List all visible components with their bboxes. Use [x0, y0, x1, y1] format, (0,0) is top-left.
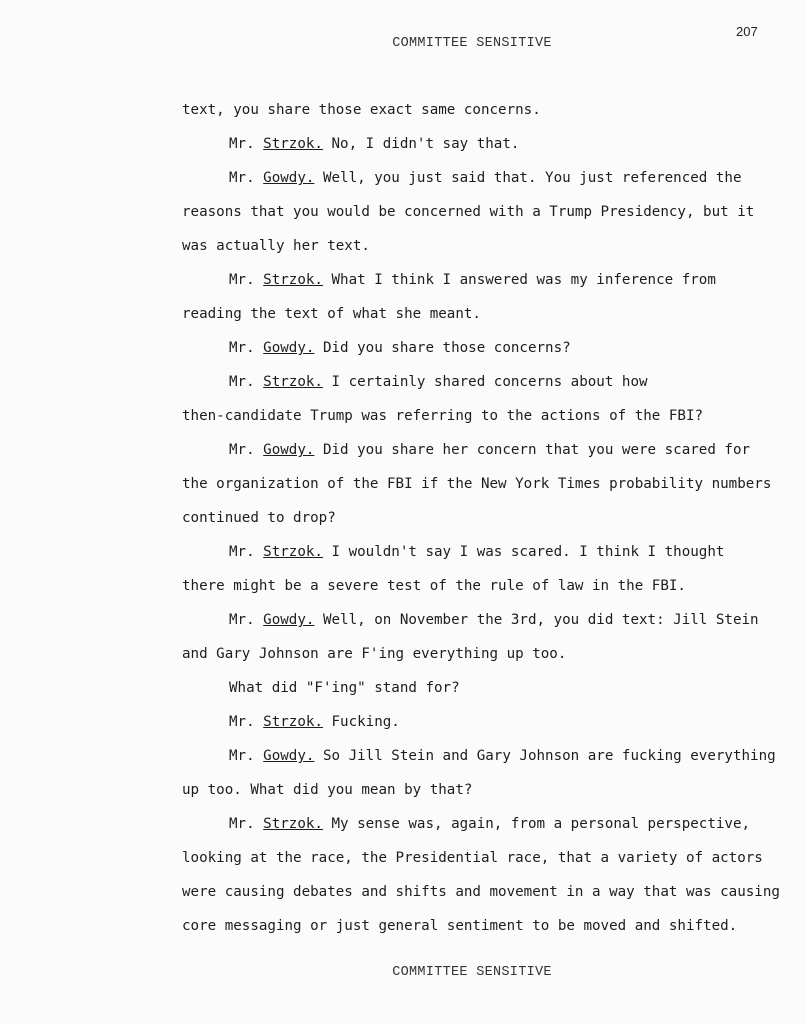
line-text: Fucking. — [322, 714, 400, 730]
speaker-title: Mr. — [229, 748, 264, 764]
transcript-line — [182, 841, 772, 875]
line-text: Well, on November the 3rd, you did text: Jill Stein — [314, 612, 759, 628]
transcript-line — [182, 909, 772, 943]
speaker-name: Strzok. — [263, 544, 323, 560]
line-text: was actually her text. — [182, 238, 370, 254]
transcript-line — [182, 603, 772, 637]
speaker-name: Strzok. — [263, 136, 323, 152]
transcript-line — [182, 501, 772, 535]
transcript-line — [182, 297, 772, 331]
speaker-name: Strzok. — [263, 714, 323, 730]
transcript-line — [182, 93, 772, 127]
line-text: up too. What did you mean by that? — [182, 782, 473, 798]
transcript-line — [182, 739, 776, 773]
speaker-name: Strzok. — [263, 816, 323, 832]
transcript-line — [182, 637, 772, 671]
speaker-title: Mr. — [229, 136, 264, 152]
line-text: then-candidate Trump was referring to the actions of the FBI? — [182, 408, 704, 424]
speaker-title: Mr. — [229, 374, 264, 390]
line-text: reasons that you would be concerned with a Trump Presidency, but it — [182, 204, 755, 220]
line-text: there might be a severe test of the rule of law in the FBI. — [182, 578, 686, 594]
transcript-line — [182, 127, 772, 161]
transcript-line — [182, 705, 772, 739]
transcript-line — [182, 195, 772, 229]
speaker-title: Mr. — [229, 442, 264, 458]
line-text: What I think I answered was my inference from — [322, 272, 716, 288]
speaker-name: Gowdy. — [263, 442, 315, 458]
transcript-line — [182, 875, 780, 909]
transcript-body — [182, 93, 780, 943]
speaker-title: Mr. — [229, 816, 264, 832]
transcript-line — [182, 671, 772, 705]
line-text: So Jill Stein and Gary Johnson are fucking everything — [314, 748, 776, 764]
line-text: reading the text of what she meant. — [182, 306, 481, 322]
page-number: 207 — [736, 24, 758, 39]
line-text: and Gary Johnson are F'ing everything up too. — [182, 646, 567, 662]
speaker-name: Gowdy. — [263, 748, 315, 764]
speaker-name: Strzok. — [263, 272, 323, 288]
line-text: looking at the race, the Presidential race, that a variety of actors — [182, 850, 763, 866]
line-text: No, I didn't say that. — [322, 136, 520, 152]
transcript-line — [182, 773, 772, 807]
transcript-line — [182, 365, 772, 399]
line-text: the organization of the FBI if the New York Times probability numbers — [182, 476, 772, 492]
line-text: Well, you just said that. You just referenced the — [314, 170, 742, 186]
speaker-name: Gowdy. — [263, 340, 315, 356]
line-text: were causing debates and shifts and movement in a way that was causing — [182, 884, 780, 900]
speaker-name: Gowdy. — [263, 170, 315, 186]
footer-sensitivity-label: COMMITTEE SENSITIVE — [392, 965, 552, 980]
header-sensitivity-label: COMMITTEE SENSITIVE — [392, 36, 552, 51]
line-text: text, you share those exact same concerns. — [182, 102, 541, 118]
line-text: continued to drop? — [182, 510, 336, 526]
transcript-line — [182, 263, 772, 297]
speaker-name: Gowdy. — [263, 612, 315, 628]
transcript-line — [182, 161, 772, 195]
speaker-title: Mr. — [229, 714, 264, 730]
speaker-title: Mr. — [229, 272, 264, 288]
line-text: Did you share her concern that you were scared for — [314, 442, 751, 458]
speaker-title: Mr. — [229, 340, 264, 356]
line-text: What did "F'ing" stand for? — [229, 680, 460, 696]
line-text: Did you share those concerns? — [314, 340, 571, 356]
transcript-line — [182, 535, 772, 569]
line-text: I wouldn't say I was scared. I think I thought — [322, 544, 725, 560]
line-text: core messaging or just general sentiment to be moved and shifted. — [182, 918, 738, 934]
line-text: I certainly shared concerns about how — [322, 374, 648, 390]
speaker-name: Strzok. — [263, 374, 323, 390]
speaker-title: Mr. — [229, 170, 264, 186]
transcript-line — [182, 807, 772, 841]
transcript-line — [182, 331, 772, 365]
transcript-line — [182, 399, 772, 433]
transcript-line — [182, 467, 772, 501]
transcript-line — [182, 433, 772, 467]
transcript-line — [182, 569, 772, 603]
speaker-title: Mr. — [229, 612, 264, 628]
transcript-line — [182, 229, 772, 263]
line-text: My sense was, again, from a personal perspective, — [322, 816, 751, 832]
speaker-title: Mr. — [229, 544, 264, 560]
